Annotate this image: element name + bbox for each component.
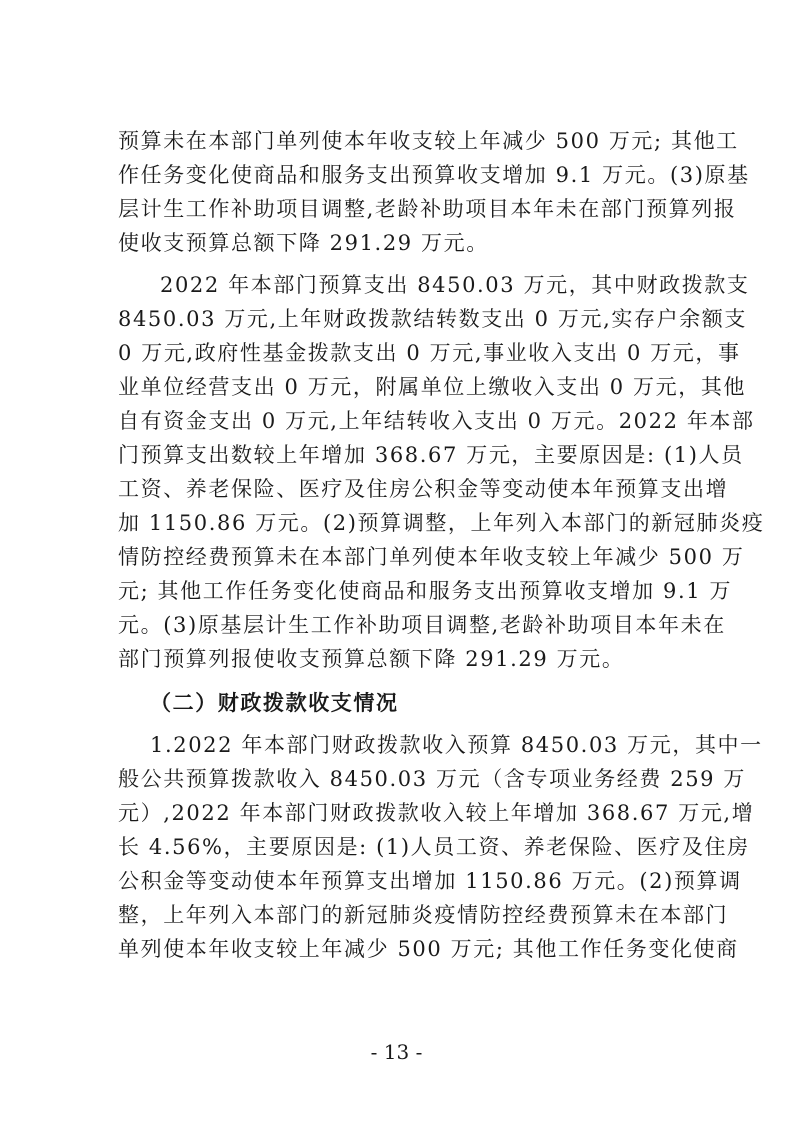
text-line: 0 万元,政府性基金拨款支出 0 万元,事业收入支出 0 万元，事 — [118, 341, 741, 365]
text-line: 8450.03 万元,上年财政拨款结转数支出 0 万元,实存户余额支 — [118, 307, 747, 331]
text-line: 预算未在本部门单列使本年收支较上年减少 500 万元; 其他工 — [118, 129, 739, 153]
text-line: 部门预算列报使收支预算总额下降 291.29 万元。 — [118, 647, 625, 671]
text-line: 自有资金支出 0 万元,上年结转收入支出 0 万元。2022 年本部 — [118, 409, 755, 433]
text-line: 工资、养老保险、医疗及住房公积金等变动使本年预算支出增 — [118, 477, 729, 501]
text-line: 业单位经营支出 0 万元，附属单位上缴收入支出 0 万元，其他 — [118, 375, 747, 399]
text-line: 门预算支出数较上年增加 368.67 万元，主要原因是: (1)人员 — [118, 443, 744, 467]
text-line: 公积金等变动使本年预算支出增加 1150.86 万元。(2)预算调 — [118, 869, 742, 893]
paragraph-first-line: 2022 年本部门预算支出 8450.03 万元，其中财政拨款支 — [160, 273, 750, 297]
text-line: 加 1150.86 万元。(2)预算调整，上年列入本部门的新冠肺炎疫 — [118, 511, 765, 535]
page-number: - 13 - — [370, 1040, 423, 1064]
text-line: 整，上年列入本部门的新冠肺炎疫情防控经费预算未在本部门 — [118, 903, 729, 927]
text-line: 使收支预算总额下降 291.29 万元。 — [118, 231, 489, 255]
text-line: 元; 其他工作任务变化使商品和服务支出预算收支增加 9.1 万 — [118, 579, 733, 603]
text-line: 层计生工作补助项目调整,老龄补助项目本年未在部门预算列报 — [118, 197, 737, 221]
text-line: 元）,2022 年本部门财政拨款收入较上年增加 368.67 万元,增 — [118, 801, 755, 825]
text-line: 元。(3)原基层计生工作补助项目调整,老龄补助项目本年未在 — [118, 613, 726, 637]
paragraph-first-line: 1.2022 年本部门财政拨款收入预算 8450.03 万元，其中一 — [150, 733, 763, 757]
text-line: 长 4.56%，主要原因是: (1)人员工资、养老保险、医疗及住房 — [118, 835, 750, 859]
section-heading: （二）财政拨款收支情况 — [150, 691, 399, 715]
text-line: 作任务变化使商品和服务支出预算收支增加 9.1 万元。(3)原基 — [118, 163, 750, 187]
text-line: 情防控经费预算未在本部门单列使本年收支较上年减少 500 万 — [118, 545, 745, 569]
text-line: 单列使本年收支较上年减少 500 万元; 其他工作任务变化使商 — [118, 937, 739, 961]
text-line: 般公共预算拨款收入 8450.03 万元（含专项业务经费 259 万 — [118, 767, 747, 791]
